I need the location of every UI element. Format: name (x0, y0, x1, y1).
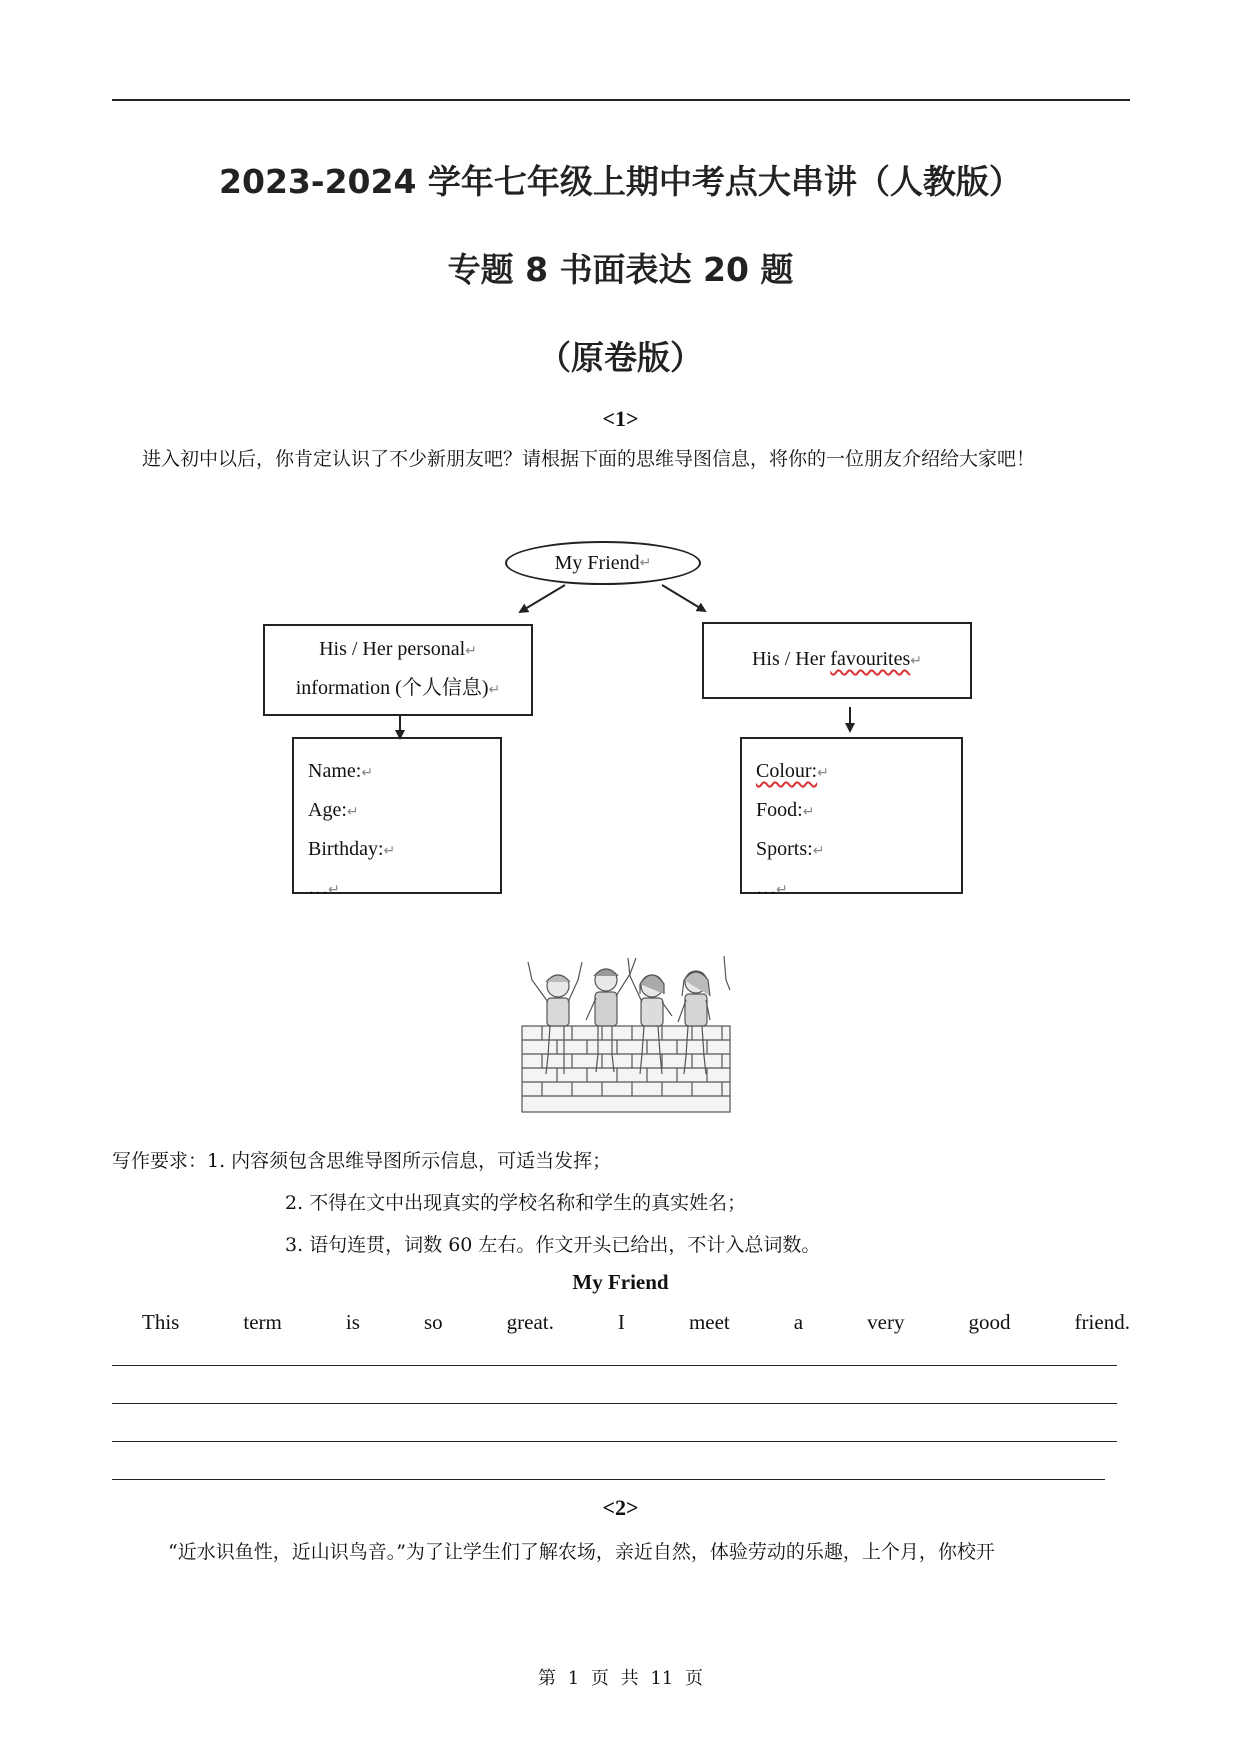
favourites-word: favourites (830, 648, 911, 670)
word: a (793, 1310, 804, 1334)
return-mark: ↵ (639, 555, 652, 571)
list-item (308, 831, 500, 870)
word: so (423, 1310, 443, 1334)
answer-line[interactable] (112, 1365, 1117, 1366)
question-1-prompt: 进入初中以后，你肯定认识了不少新朋友吧？请根据下面的思维导图信息，将你的一位朋友介绍给大家吧！ (142, 448, 1036, 470)
page-footer: 第 1 页 共 11 页 (538, 1668, 703, 1689)
list-item (308, 870, 500, 909)
personal-info-line1: His / Her personal (319, 638, 466, 660)
arrow-root-left (520, 585, 565, 612)
item-food-label: Food: (756, 799, 803, 821)
word: friend. (1074, 1310, 1130, 1334)
essay-title: My Friend (572, 1270, 669, 1294)
answer-line[interactable] (112, 1479, 1105, 1480)
mindmap-personal-info-list (292, 737, 502, 899)
return-mark: ↵ (346, 805, 359, 820)
return-mark: ↵ (328, 883, 340, 898)
return-mark: ↵ (910, 654, 923, 669)
friends-on-wall-illustration (520, 950, 732, 1115)
word: term (243, 1310, 282, 1334)
mindmap-personal-info-box (263, 624, 533, 716)
word: great. (506, 1310, 554, 1334)
return-mark: ↵ (383, 844, 396, 859)
edition-title: （原卷版） (538, 338, 703, 377)
return-mark: ↵ (817, 766, 829, 781)
list-item (756, 870, 961, 909)
word: very (867, 1310, 905, 1334)
list-item (756, 831, 961, 870)
item-name-label: Name: (308, 760, 362, 782)
answer-line[interactable] (112, 1441, 1117, 1442)
list-item (756, 753, 961, 792)
requirements-line-1 (112, 1146, 611, 1173)
mindmap-root-label: My Friend (554, 551, 640, 574)
requirements-label: 写作要求： (112, 1150, 208, 1172)
list-item (756, 792, 961, 831)
topic-title: 专题 8 书面表达 20 题 (447, 250, 794, 289)
requirement-2: 2. 不得在文中出现真实的学校名称和学生的真实姓名； (285, 1192, 747, 1214)
question-number-2: <2> (602, 1495, 639, 1520)
mindmap-favourites-list (740, 737, 963, 899)
return-mark: ↵ (465, 644, 477, 659)
requirement-1: 1. 内容须包含思维导图所示信息，可适当发挥； (207, 1150, 612, 1172)
word: meet (688, 1310, 730, 1334)
question-number-1: <1> (602, 406, 639, 431)
word: good (968, 1310, 1011, 1334)
word: This (142, 1310, 180, 1334)
essay-opening-line (142, 1310, 1130, 1335)
word: I (617, 1310, 625, 1334)
item-age-label: Age: (308, 799, 347, 821)
question-2-prompt: “近水识鱼性，近山识鸟音。”为了让学生们了解农场，亲近自然，体验劳动的乐趣，上个月，你校开 (168, 1541, 995, 1563)
return-mark: ↵ (812, 844, 825, 859)
document-title: 2023-2024 学年七年级上期中考点大串讲（人教版） (219, 162, 1022, 201)
arrow-root-right (662, 585, 705, 611)
return-mark: ↵ (361, 766, 374, 781)
item-colour-label: Colour: (756, 760, 818, 782)
answer-line[interactable] (112, 1403, 1117, 1404)
item-more-label: … (756, 877, 776, 899)
mindmap-favourites-box (702, 622, 972, 699)
favourites-prefix: His / Her (751, 648, 831, 670)
return-mark: ↵ (802, 805, 815, 820)
item-more-label: … (308, 877, 328, 899)
mindmap-root (505, 541, 701, 585)
personal-info-line2: information (个人信息) (295, 677, 489, 699)
item-sports-label: Sports: (756, 838, 813, 860)
requirement-3: 3. 语句连贯，词数 60 左右。作文开头已给出，不计入总词数。 (285, 1234, 821, 1256)
return-mark: ↵ (488, 683, 501, 698)
return-mark: ↵ (776, 883, 788, 898)
word: is (345, 1310, 360, 1334)
list-item (308, 792, 500, 831)
list-item (308, 753, 500, 792)
item-birthday-label: Birthday: (308, 838, 384, 860)
